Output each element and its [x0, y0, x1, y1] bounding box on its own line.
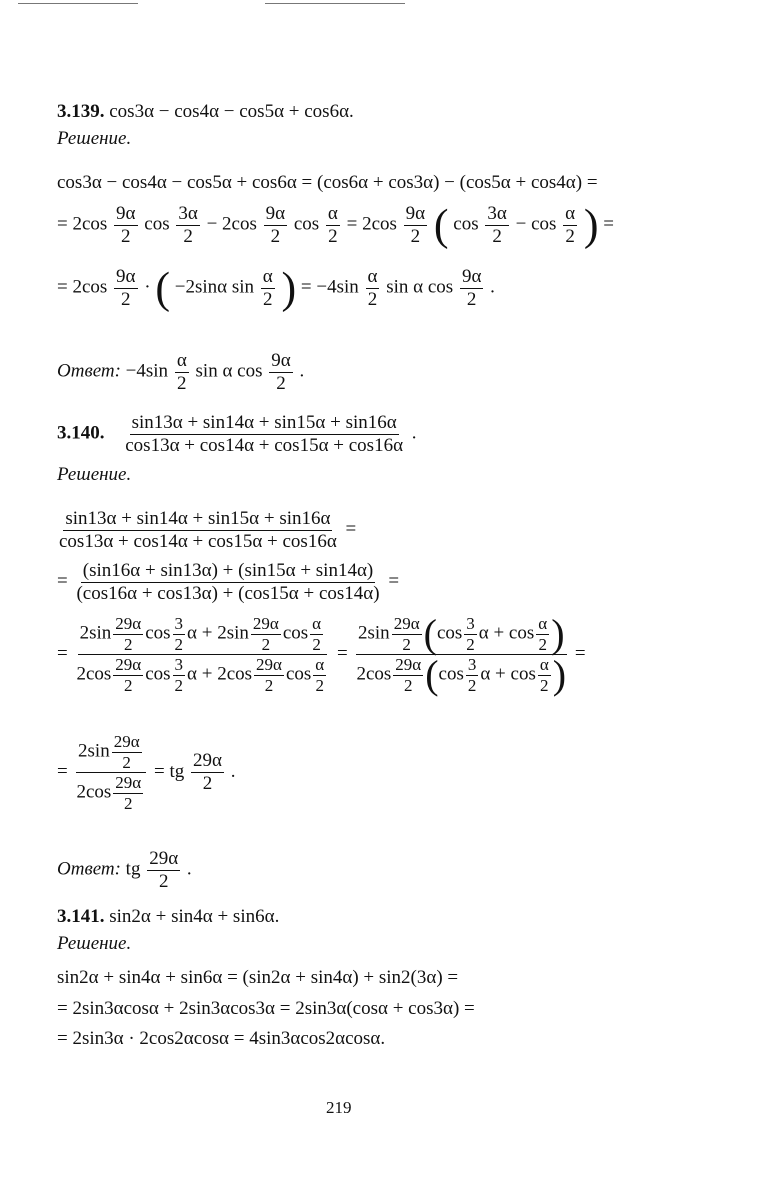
equals-sign: = [346, 213, 358, 235]
fraction [264, 203, 287, 248]
equals-sign: = [57, 213, 68, 235]
term: cos [285, 663, 312, 685]
numerator: 9α [265, 203, 286, 224]
denominator: 2 [261, 634, 271, 654]
numerator: 9α [461, 266, 482, 287]
term: 2cos [362, 213, 397, 235]
answer-label: Ответ: [57, 360, 121, 382]
denominator [354, 652, 568, 698]
term: 2cos [72, 213, 108, 235]
fraction [173, 655, 186, 695]
minus-sign: − [206, 213, 218, 235]
numerator: α [367, 266, 378, 287]
period: . [490, 276, 495, 298]
denominator: 2 [124, 793, 133, 813]
numerator: α [176, 350, 187, 371]
equals-sign: = [57, 570, 68, 592]
problem-task: sin2α + sin4α + sin6α. [109, 906, 280, 927]
fraction [466, 655, 479, 695]
fraction [464, 614, 477, 654]
fraction [326, 203, 340, 248]
term: 2cos [72, 276, 108, 298]
numerator: 9α [405, 203, 426, 224]
fraction [147, 848, 180, 893]
term: cos [453, 213, 479, 235]
denominator: 2 [328, 225, 338, 247]
denominator: cos13α + cos14α + cos15α + cos16α [125, 434, 404, 456]
solution-label: Решение. [57, 128, 132, 149]
problem-number: 3.141. [57, 906, 105, 927]
right-paren: ) [551, 611, 565, 657]
fraction [393, 655, 423, 695]
solution-line-3 [57, 263, 495, 313]
numerator: 3α [178, 203, 198, 224]
denominator: 2 [174, 634, 184, 654]
numerator: 9α [271, 350, 291, 371]
term: 2sin [78, 740, 110, 762]
fraction [313, 655, 326, 695]
left-paren: ( [155, 263, 170, 313]
solution-fraction-4 [57, 732, 235, 813]
dot-operator: · [144, 276, 151, 298]
fraction [254, 655, 284, 695]
term: 2sin [79, 622, 112, 644]
denominator: 2 [538, 634, 547, 654]
problem-number: 3.139. [57, 101, 105, 122]
term: 2cos [76, 663, 112, 685]
top-rule-right [265, 3, 405, 4]
fraction [176, 203, 199, 248]
denominator: 2 [410, 225, 421, 247]
numerator: 3 [174, 614, 184, 633]
denominator: 2 [124, 675, 133, 695]
fraction [175, 350, 189, 395]
term: cos [438, 663, 464, 685]
numerator: 3 [466, 614, 475, 633]
denominator: 2 [264, 675, 274, 695]
numerator: α [262, 266, 273, 287]
denominator: 2 [174, 675, 184, 695]
fraction [269, 350, 292, 395]
equals-sign: = [57, 276, 68, 298]
numerator: 29α [115, 614, 142, 633]
term: cos [436, 622, 463, 644]
numerator: (sin16α + sin13α) + (sin15α + sin14α) [82, 560, 374, 581]
term: cos [144, 213, 170, 235]
period: . [186, 858, 192, 880]
solution-fraction-3 [57, 611, 586, 698]
term: sin α cos [195, 360, 263, 382]
fraction [114, 266, 137, 311]
denominator: 2 [121, 288, 131, 310]
equals-sign: = [57, 760, 68, 782]
term: 2sin [358, 622, 390, 644]
fraction [74, 560, 381, 605]
fraction [261, 266, 275, 311]
term: sin α cos [386, 276, 454, 298]
fraction [485, 203, 508, 248]
numerator: α [565, 203, 576, 224]
fraction [460, 266, 483, 311]
equals-sign: = [300, 276, 312, 298]
solution-fraction-1 [57, 508, 356, 553]
term: α + 2sin [187, 622, 249, 644]
denominator: 2 [263, 288, 273, 310]
answer-label: Ответ: [57, 858, 121, 880]
numerator: 9α [116, 203, 136, 224]
equals-sign: = [153, 760, 165, 782]
solution-line-2 [57, 200, 614, 250]
denominator [74, 773, 147, 813]
term: 2cos [222, 213, 257, 235]
denominator: 2 [177, 372, 187, 394]
equals-sign: = [388, 570, 400, 592]
denominator: 2 [276, 372, 286, 394]
solution-line-1: sin2α + sin4α + sin6α = (sin2α + sin4α) + sin2(3α) = [57, 967, 459, 988]
denominator: 2 [312, 634, 321, 654]
numerator: α [312, 614, 322, 633]
fraction [354, 611, 568, 698]
term: −2sinα sin [174, 276, 255, 298]
numerator: 9α [116, 266, 136, 287]
fraction [113, 614, 143, 654]
equals-sign: = [57, 642, 68, 664]
equals-sign: = [574, 642, 586, 664]
term: cos [145, 622, 171, 644]
problem-3-140-heading [57, 412, 417, 457]
denominator: 2 [540, 675, 549, 695]
denominator: 2 [467, 675, 477, 695]
problem-3-139-heading [57, 101, 354, 124]
top-rule-left [18, 3, 138, 4]
denominator: 2 [121, 225, 131, 247]
solution-fraction-2 [57, 560, 399, 605]
denominator: 2 [315, 675, 324, 695]
problem-task: cos3α − cos4α − cos5α + cos6α. [109, 101, 354, 122]
numerator: 3α [487, 203, 507, 224]
numerator [78, 614, 327, 655]
task-fraction [123, 412, 405, 457]
numerator: 29α [113, 732, 140, 751]
solution-line-3: = 2sin3α · 2cos2αcosα = 4sin3αcos2αcosα. [57, 1028, 386, 1049]
right-paren: ) [281, 263, 297, 313]
term: tg [169, 760, 185, 782]
denominator: 2 [270, 225, 281, 247]
left-paren: ( [425, 652, 439, 698]
numerator: 29α [395, 655, 422, 675]
denominator: 2 [403, 675, 413, 695]
numerator: sin13α + sin14α + sin15α + sin16α [131, 412, 397, 433]
fraction [113, 773, 143, 813]
term: cos [282, 622, 309, 644]
answer-3-140 [57, 848, 192, 893]
denominator: 2 [122, 752, 131, 772]
denominator: 2 [202, 773, 213, 795]
denominator: 2 [492, 225, 502, 247]
fraction [251, 614, 281, 654]
fraction [57, 508, 339, 553]
numerator: α [538, 614, 548, 633]
fraction [173, 614, 186, 654]
fraction [404, 203, 427, 248]
term: 2cos [76, 781, 112, 803]
fraction [392, 614, 422, 654]
denominator: 2 [402, 634, 411, 654]
term: α + cos [480, 663, 536, 685]
fraction [114, 203, 137, 248]
term: −4sin [316, 276, 359, 298]
solution-label: Решение. [57, 464, 132, 485]
period: . [411, 422, 417, 444]
numerator: 29α [192, 750, 222, 772]
numerator: 29α [115, 773, 142, 793]
numerator: sin13α + sin14α + sin15α + sin16α [65, 508, 331, 529]
equals-sign: = [603, 213, 614, 235]
period: . [299, 360, 305, 382]
numerator: 29α [256, 655, 282, 675]
denominator: 2 [124, 634, 133, 654]
period: . [230, 760, 236, 782]
fraction [112, 732, 142, 772]
denominator: 2 [183, 225, 193, 247]
problem-number: 3.140. [57, 422, 105, 444]
answer-3-139 [57, 350, 304, 395]
term: −4sin [125, 360, 169, 382]
denominator: cos13α + cos14α + cos15α + cos16α [59, 530, 337, 552]
minus-sign: − [515, 213, 527, 235]
numerator [356, 611, 567, 657]
fraction [74, 732, 147, 813]
numerator: α [315, 655, 325, 675]
denominator: (cos16α + cos13α) + (cos15α + cos14α) [76, 582, 380, 604]
right-paren: ) [583, 200, 599, 250]
numerator: 29α [115, 655, 142, 675]
denominator: 2 [367, 288, 378, 310]
page-number: 219 [326, 1098, 352, 1117]
solution-line-1: cos3α − cos4α − cos5α + cos6α = (cos6α + cos3α) − (cos5α + cos4α) = [57, 172, 598, 193]
denominator: 2 [466, 288, 477, 310]
term: α + 2cos [187, 663, 253, 685]
fraction [563, 203, 577, 248]
right-paren: ) [552, 652, 567, 698]
term: tg [125, 858, 141, 880]
denominator: 2 [466, 634, 475, 654]
term: α + cos [478, 622, 535, 644]
numerator: 29α [149, 848, 179, 869]
solution-line-2: = 2sin3αcosα + 2sin3αcos3α = 2sin3α(cosα + cos3α) = [57, 998, 475, 1019]
equals-sign: = [336, 642, 348, 664]
equals-sign: = [345, 518, 357, 540]
numerator: α [327, 203, 338, 224]
fraction [366, 266, 380, 311]
numerator: 29α [252, 614, 279, 633]
solution-label: Решение. [57, 933, 132, 954]
denominator: 2 [158, 870, 169, 892]
numerator: 3 [467, 655, 477, 675]
numerator: α [539, 655, 549, 675]
numerator: 29α [393, 614, 420, 633]
numerator: 3 [174, 655, 184, 675]
fraction [113, 655, 143, 695]
term: cos [293, 213, 320, 235]
fraction [74, 614, 330, 695]
fraction [536, 614, 549, 654]
fraction [191, 750, 224, 795]
fraction [538, 655, 551, 695]
problem-3-141-heading [57, 906, 279, 929]
denominator [74, 655, 330, 695]
term: cos [531, 213, 557, 235]
denominator: 2 [565, 225, 575, 247]
term: 2cos [356, 663, 392, 685]
term: cos [145, 663, 171, 685]
fraction [310, 614, 323, 654]
left-paren: ( [433, 200, 449, 250]
numerator [76, 732, 146, 773]
left-paren: ( [423, 611, 437, 657]
